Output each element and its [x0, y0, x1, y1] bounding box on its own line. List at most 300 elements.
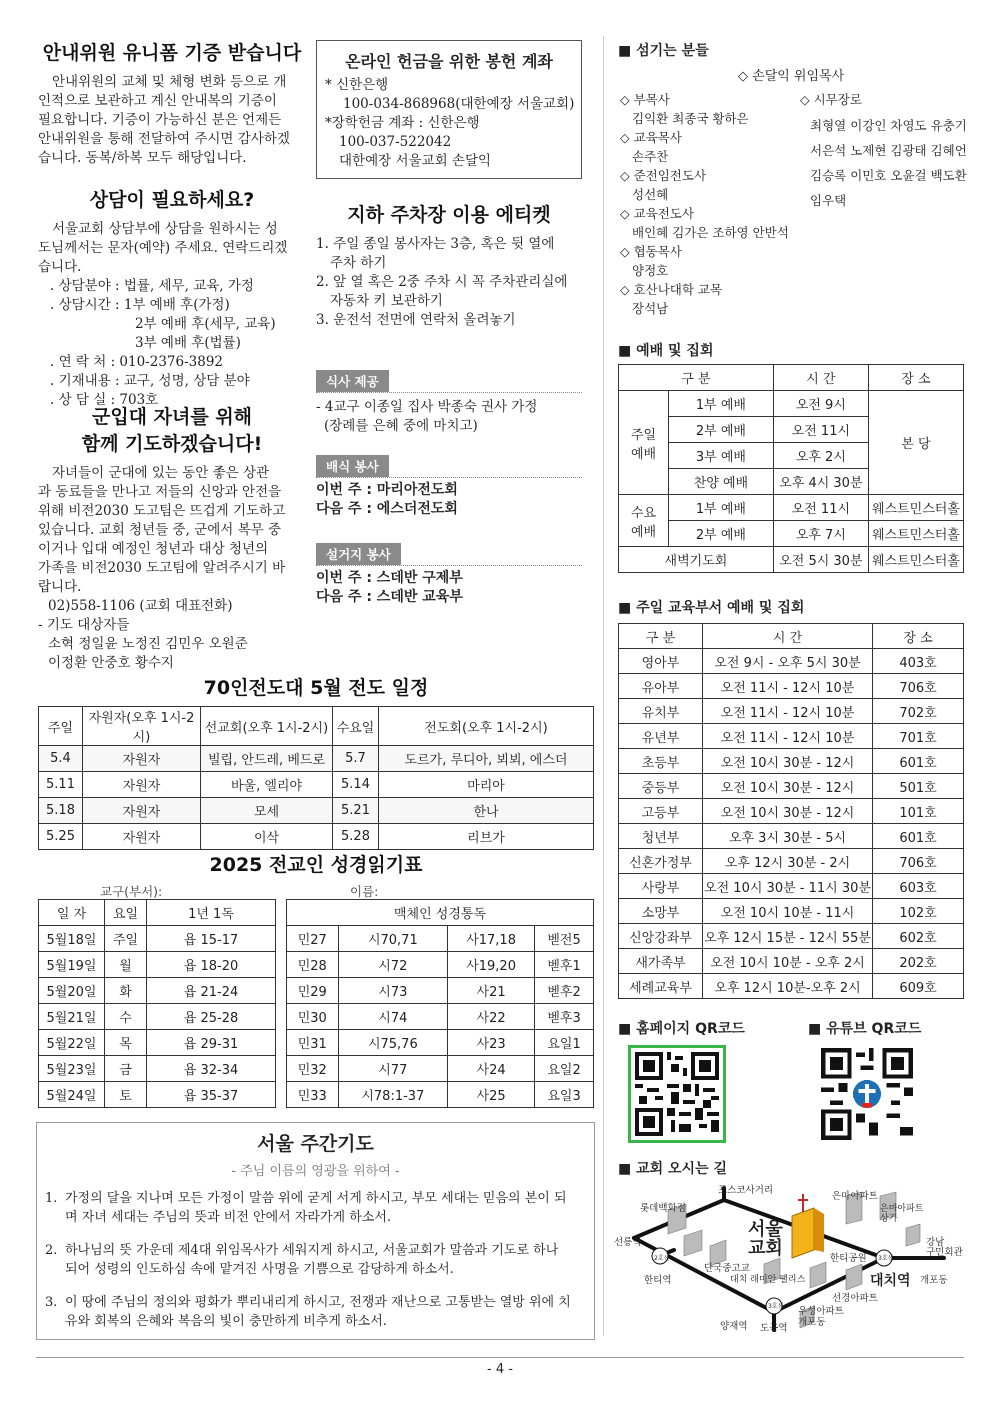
evangelism-cell: 5.28 [333, 824, 379, 850]
education-cell: 602호 [873, 924, 964, 949]
bible-title: 2025 전교인 성경읽기표 [209, 854, 423, 876]
uniform-line: 인적으로 보관하고 계신 안내복의 기증이 [38, 93, 277, 109]
evangelism-header: 전도회(오후 1시-2시) [379, 707, 594, 746]
education-cell: 706호 [873, 849, 964, 874]
education-cell: 유아부 [619, 674, 703, 699]
uniform-body [38, 73, 306, 168]
military-section [38, 402, 306, 673]
evangelism-cell: 5.21 [333, 798, 379, 824]
evangelism-cell: 빌립, 안드레, 베드로 [201, 746, 333, 772]
education-cell: 오후 12시 10분-오후 2시 [703, 974, 873, 999]
education-cell: 사랑부 [619, 874, 703, 899]
consult-item: . 연 락 처 : 010-2376-3892 [50, 354, 224, 370]
education-cell: 609호 [873, 974, 964, 999]
evangelism-cell: 자원자 [83, 772, 201, 798]
servant-head: ◇ 교육전도사 [620, 206, 694, 221]
bible-cell: 욥 15-17 [147, 926, 276, 952]
map-label-line: 상가 [880, 1214, 898, 1224]
qr-pattern-icon [635, 1052, 719, 1136]
offering-line: *장학헌금 계좌 : 신한은행 [325, 115, 480, 131]
worship-cell: 오전 11시 [773, 495, 868, 521]
map-label: 단국중고교 [704, 1263, 750, 1274]
worship-wed-label-1: 수요 [630, 505, 657, 521]
worship-header: 구 분 [619, 365, 774, 391]
evangelism-cell: 도르가, 루디아, 뵈뵈, 에스더 [379, 746, 594, 772]
map-label-line: 개포동 [798, 1317, 826, 1328]
bible-cell: 목 [105, 1030, 147, 1056]
evangelism-cell: 5.11 [39, 772, 83, 798]
dishes-next-week: 다음 주 : 스데반 교육부 [316, 589, 463, 605]
bible-cell: 금 [105, 1056, 147, 1082]
directions-title: ■ 교회 오시는 길 [618, 1161, 727, 1177]
military-title-1: 군입대 자녀를 위해 [91, 406, 253, 428]
prayer-num: 3. [45, 1295, 58, 1310]
map-label: 롯데백화점 [640, 1203, 686, 1214]
evangelism-cell: 바울, 엘리야 [201, 772, 333, 798]
bible-cell: 민33 [287, 1082, 339, 1108]
worship-cell: 오전 5시 30분 [773, 547, 868, 573]
military-target-label: - 기도 대상자들 [38, 617, 130, 633]
prayer-text: 이 땅에 주님의 정의와 평화가 뿌리내리게 하시고, 전쟁과 재난으로 고통받는 열방 위에 치 [65, 1295, 571, 1310]
bible-cell: 수 [105, 1004, 147, 1030]
worship-cell: 웨스트민스터홀 [868, 495, 963, 521]
worship-cell: 오전 9시 [773, 391, 868, 417]
worship-cell: 오후 2시 [773, 443, 868, 469]
bible-cell: 요일1 [535, 1030, 594, 1056]
parking-section [316, 200, 582, 330]
education-cell: 청년부 [619, 824, 703, 849]
education-cell: 403호 [873, 649, 964, 674]
education-cell: 501호 [873, 774, 964, 799]
military-line: 자녀들이 군대에 있는 동안 좋은 상관 [52, 465, 270, 481]
prayer-text: 가정의 달을 지나며 모든 가정이 말씀 위에 굳게 서게 하시고, 부모 세대는 믿음의 본이 되 [65, 1191, 567, 1206]
consult-item: . 기재내용 : 교구, 성명, 상담 분야 [50, 373, 250, 389]
consult-item: . 상담분야 : 법률, 세무, 교육, 가정 [50, 278, 254, 294]
education-cell: 702호 [873, 699, 964, 724]
education-cell: 오후 12시 15분 - 12시 55분 [703, 924, 873, 949]
education-cell: 오전 10시 10분 - 오후 2시 [703, 949, 873, 974]
education-cell: 오전 11시 - 12시 10분 [703, 699, 873, 724]
bible-header: 일 자 [39, 900, 105, 926]
parking-line: 2. 앞 열 혹은 2중 주차 시 꼭 주차관리실에 [316, 274, 568, 290]
evangelism-cell: 마리아 [379, 772, 594, 798]
servant-names: 손주찬 [632, 149, 669, 164]
worship-cell: 1부 예배 [669, 495, 774, 521]
church-building-icon [792, 1194, 824, 1258]
education-cell: 오전 9시 - 오후 5시 30분 [703, 649, 873, 674]
bible-cell: 주일 [105, 926, 147, 952]
bible-cell: 시74 [338, 1004, 448, 1030]
map-label-line: 강남 [926, 1237, 945, 1248]
bible-cell: 사21 [448, 978, 535, 1004]
evangelism-row [39, 772, 594, 798]
bible-cell: 벧후3 [535, 1004, 594, 1030]
evangelism-cell: 자원자 [83, 798, 201, 824]
education-cell: 소망부 [619, 899, 703, 924]
bible-cell: 벧전5 [535, 926, 594, 952]
military-line: 위해 비전2030 도고팀은 뜨겁게 기도하고 [38, 503, 286, 519]
education-cell: 101호 [873, 799, 964, 824]
bible-cell: 시73 [338, 978, 448, 1004]
education-table [618, 623, 964, 999]
servants-left [620, 90, 789, 318]
education-cell: 오전 10시 30분 - 12시 [703, 774, 873, 799]
bible-cell: 요일3 [535, 1082, 594, 1108]
youtube-qr-title: ■ 유튜브 QR코드 [808, 1021, 922, 1037]
bible-cell: 사23 [448, 1030, 535, 1056]
map-label-line: 우성아파트 [798, 1306, 844, 1317]
bible-cell: 민28 [287, 952, 339, 978]
parking-line: 자동차 키 보관하기 [330, 293, 443, 309]
education-header: 시 간 [703, 624, 873, 649]
worship-cell: 새벽기도회 [619, 547, 774, 573]
education-cell: 102호 [873, 899, 964, 924]
servant-head: ◇ 호산나대학 교목 [620, 282, 723, 297]
dishes-tag: 설거지 봉사 [316, 543, 401, 565]
consult-body [38, 220, 306, 410]
consult-item: 3부 예배 후(법률) [135, 335, 241, 351]
education-cell: 유년부 [619, 724, 703, 749]
servants-title: ■ 섬기는 분들 [618, 43, 709, 59]
prayer-text: 되어 성령의 인도하심 속에 맡겨진 사명을 기쁨으로 감당하게 하소서. [65, 1262, 454, 1277]
evangelism-title: 70인전도대 5월 전도 일정 [203, 677, 429, 699]
uniform-line: 안내위원을 통해 전달하여 주시면 감사하겠 [38, 131, 290, 147]
map-label-line: 은마아파트 [880, 1204, 924, 1214]
map-line-label: 2호선 [654, 1255, 670, 1262]
bible-cell: 민31 [287, 1030, 339, 1056]
bible-cell: 욥 21-24 [147, 978, 276, 1004]
bible-header: 맥체인 성경통독 [287, 900, 594, 926]
evangelism-cell: 한나 [379, 798, 594, 824]
servant-head: ◇ 준전임전도사 [620, 168, 707, 183]
bible-cell: 시78:1-37 [338, 1082, 448, 1108]
meal-line: - 4교구 이종일 집사 박종숙 권사 가정 [316, 399, 538, 415]
map-label: 선경아파트 [832, 1293, 878, 1304]
offering-line: 대한예장 서울교회 손달익 [339, 153, 492, 169]
map-label [926, 1238, 963, 1258]
consult-section [38, 185, 306, 410]
serving-next-week: 다음 주 : 에스더전도회 [316, 501, 458, 517]
evangelism-cell: 모세 [201, 798, 333, 824]
education-cell: 영아부 [619, 649, 703, 674]
map-label: 한티역 [644, 1275, 672, 1286]
bible-header: 요일 [105, 900, 147, 926]
bible-cell: 사22 [448, 1004, 535, 1030]
military-title-2: 함께 기도하겠습니다! [81, 433, 263, 455]
serving-tag: 배식 봉사 [316, 455, 389, 477]
education-cell: 중등부 [619, 774, 703, 799]
directions-map [614, 1180, 966, 1342]
offering-account[interactable]: 100-037-522042 [339, 134, 452, 150]
education-cell: 신앙강좌부 [619, 924, 703, 949]
prayer-num: 1. [45, 1191, 58, 1206]
map-label: 포스코사거리 [718, 1185, 774, 1196]
elders-names: 임우택 [810, 193, 847, 208]
bible-cell: 5월24일 [39, 1082, 105, 1108]
prayer-subtitle: - 주님 이름의 영광을 위하여 - [231, 1164, 400, 1179]
servant-names: 성선혜 [632, 187, 669, 202]
prayer-num: 2. [45, 1243, 58, 1258]
education-cell: 신혼가정부 [619, 849, 703, 874]
offering-body [325, 76, 573, 171]
education-cell: 새가족부 [619, 949, 703, 974]
homepage-qr-code[interactable] [628, 1045, 726, 1143]
prayer-title: 서울 주간기도 [257, 1133, 374, 1155]
map-label: 은마아파트 [832, 1191, 878, 1202]
servant-names: 배인혜 김가은 조하영 안반석 [632, 225, 789, 240]
worship-cell: 2부 예배 [669, 521, 774, 547]
education-cell: 세례교육부 [619, 974, 703, 999]
military-line: 이거나 입대 예정인 청년과 대상 청년의 [38, 541, 269, 557]
elders-head: ◇ 시무장로 [800, 92, 862, 107]
education-cell: 오전 11시 - 12시 10분 [703, 674, 873, 699]
bible-left-table [38, 899, 276, 1108]
worship-cell: 1부 예배 [669, 391, 774, 417]
parking-body [316, 235, 582, 330]
evangelism-table [38, 706, 594, 850]
evangelism-cell: 자원자 [83, 746, 201, 772]
worship-sunday-place: 본 당 [868, 391, 963, 495]
map-label: 개포동 [920, 1275, 948, 1286]
prayer-item [45, 1189, 586, 1227]
evangelism-cell: 5.7 [333, 746, 379, 772]
bible-cell: 벧후1 [535, 952, 594, 978]
parking-line: 주차 하기 [330, 255, 387, 271]
offering-account[interactable]: 100-034-868968(대한예장 서울교회) [343, 96, 575, 112]
servants-elders [800, 90, 967, 213]
education-cell: 오전 11시 - 12시 10분 [703, 724, 873, 749]
map-label [880, 1204, 923, 1224]
footer-rule [36, 1357, 964, 1358]
map-line-label: 3호선 [768, 1303, 784, 1310]
worship-title: ■ 예배 및 집회 [618, 343, 714, 359]
worship-cell: 3부 예배 [669, 443, 774, 469]
evangelism-header: 자원자(오후 1시-2시) [83, 707, 201, 746]
map-label: 한티공원 [830, 1253, 867, 1264]
prayer-item [45, 1241, 586, 1279]
evangelism-cell: 5.18 [39, 798, 83, 824]
bible-name-label: 이름: [350, 884, 379, 899]
worship-sunday-label-2: 예배 [630, 446, 657, 462]
bible-cell: 5월19일 [39, 952, 105, 978]
bible-cell: 5월21일 [39, 1004, 105, 1030]
uniform-line: 안내위원의 교체 및 체형 변화 등으로 개 [52, 74, 287, 90]
consult-line: 습니다. [38, 259, 82, 275]
education-cell: 오전 10시 30분 - 12시 [703, 749, 873, 774]
military-line: 랍니다. [38, 579, 82, 595]
worship-cell: 오후 7시 [773, 521, 868, 547]
meal-tag: 식사 제공 [316, 370, 389, 392]
evangelism-header: 주일 [39, 707, 83, 746]
offering-box [316, 40, 582, 179]
education-cell: 601호 [873, 749, 964, 774]
bible-cell: 화 [105, 978, 147, 1004]
meal-section [316, 370, 582, 436]
parking-title: 지하 주차장 이용 에티켓 [347, 204, 551, 226]
evangelism-cell: 5.14 [333, 772, 379, 798]
worship-table [618, 364, 964, 573]
prayer-box [36, 1122, 595, 1340]
evangelism-row [39, 824, 594, 850]
worship-cell: 2부 예배 [669, 417, 774, 443]
worship-cell: 오전 11시 [773, 417, 868, 443]
education-cell: 706호 [873, 674, 964, 699]
bible-cell: 토 [105, 1082, 147, 1108]
prayer-text: 유와 회복의 은혜와 복음의 빛이 충만하게 비추게 하소서. [65, 1314, 387, 1329]
education-cell: 202호 [873, 949, 964, 974]
bible-cell: 시77 [338, 1056, 448, 1082]
consult-item: 2부 예배 후(세무, 교육) [135, 316, 276, 332]
consult-item: . 상 담 실 : 703호 [50, 392, 159, 408]
dishes-section [316, 543, 582, 607]
education-cell: 701호 [873, 724, 964, 749]
worship-sunday-label [619, 391, 669, 495]
offering-title: 온라인 헌금을 위한 봉헌 계좌 [345, 52, 553, 71]
meal-line: (장례를 은혜 중에 마치고) [324, 418, 478, 434]
education-cell: 오후 3시 30분 - 5시 [703, 824, 873, 849]
bible-dept-label: 교구(부서): [100, 884, 163, 899]
evangelism-cell: 5.25 [39, 824, 83, 850]
uniform-line: 필요합니다. 기증이 가능하신 분은 언제든 [38, 112, 282, 128]
bible-cell: 민29 [287, 978, 339, 1004]
bible-cell: 사19,20 [448, 952, 535, 978]
military-line: 과 동료들을 만나고 저들의 신앙과 안전을 [38, 484, 282, 500]
homepage-qr-title: ■ 홈페이지 QR코드 [618, 1021, 745, 1037]
bible-cell: 민27 [287, 926, 339, 952]
military-names: 소혁 정일윤 노정진 김민우 오원준 [48, 636, 248, 652]
consult-line: 서울교회 상담부에 상담을 원하시는 성 [52, 221, 278, 237]
map-label: 도곡역 [760, 1323, 788, 1334]
dishes-this-week: 이번 주 : 스데반 구제부 [316, 570, 463, 586]
servant-names: 장석남 [632, 301, 669, 316]
servant-names: 김익환 최종국 황하은 [632, 111, 749, 126]
worship-wed-label-2: 예배 [630, 524, 657, 540]
servant-head: ◇ 부목사 [620, 92, 670, 107]
elders-names: 김승록 이민호 오윤걸 백도환 [810, 168, 967, 183]
education-cell: 초등부 [619, 749, 703, 774]
worship-header: 시 간 [773, 365, 868, 391]
bible-cell: 사25 [448, 1082, 535, 1108]
education-cell: 오전 10시 30분 - 12시 [703, 799, 873, 824]
evangelism-cell: 자원자 [83, 824, 201, 850]
evangelism-header: 선교회(오후 1시-2시) [201, 707, 333, 746]
bible-header: 1년 1독 [147, 900, 276, 926]
bible-cell: 5월22일 [39, 1030, 105, 1056]
youtube-qr-code[interactable] [818, 1045, 916, 1143]
worship-wed-label [619, 495, 669, 547]
bible-cell: 벧후2 [535, 978, 594, 1004]
elders-names: 서은석 노제현 김광태 김혜언 [810, 143, 967, 158]
military-line: 가족을 비전2030 도고팀에 알려주시기 바 [38, 560, 286, 576]
qr-pattern-icon [821, 1048, 913, 1140]
bible-cell: 욥 18-20 [147, 952, 276, 978]
bible-cell: 사17,18 [448, 926, 535, 952]
column-divider [603, 36, 604, 1336]
evangelism-cell: 이삭 [201, 824, 333, 850]
elders-names: 최형열 이강인 차영도 유충기 [810, 118, 967, 133]
military-line: 있습니다. 교회 청년들 중, 군에서 복무 중 [38, 522, 281, 538]
consult-item: . 상담시간 : 1부 예배 후(가정) [50, 297, 230, 313]
map-label-line: 구민회관 [926, 1247, 963, 1258]
military-names: 이정환 안중호 황수지 [48, 655, 174, 671]
military-phone: 02)558-1106 (교회 대표전화) [48, 598, 233, 614]
bible-cell: 시70,71 [338, 926, 448, 952]
uniform-title: 안내위원 유니폼 기증 받습니다 [42, 42, 302, 64]
military-body [38, 464, 306, 673]
evangelism-cell: 5.4 [39, 746, 83, 772]
bible-cell: 요일2 [535, 1056, 594, 1082]
bible-right-table [286, 899, 594, 1108]
uniform-line: 습니다. 동복/하복 모두 해당입니다. [38, 150, 247, 166]
map-line-label: 3호선 [878, 1255, 894, 1262]
serving-section [316, 455, 582, 519]
map-label: 선릉역 [614, 1237, 642, 1248]
consult-title: 상담이 필요하세요? [89, 189, 255, 211]
evangelism-header: 수요일 [333, 707, 379, 746]
worship-header: 장 소 [868, 365, 963, 391]
bible-cell: 욥 32-34 [147, 1056, 276, 1082]
education-cell: 601호 [873, 824, 964, 849]
prayer-text: 며 자녀 세대는 주님의 뜻과 비전 안에서 자라가게 하소서. [65, 1210, 392, 1225]
prayer-text: 하나님의 뜻 가운데 제4대 위임목사가 세워지게 하시고, 서울교회가 말씀과 기도로 하나 [65, 1243, 559, 1258]
bible-cell: 시72 [338, 952, 448, 978]
education-cell: 오후 12시 30분 - 2시 [703, 849, 873, 874]
bible-cell: 민30 [287, 1004, 339, 1030]
bible-cell: 민32 [287, 1056, 339, 1082]
offering-line: * 신한은행 [325, 77, 389, 93]
education-cell: 고등부 [619, 799, 703, 824]
bible-cell: 시75,76 [338, 1030, 448, 1056]
education-cell: 유치부 [619, 699, 703, 724]
map-label: 대치역 [870, 1273, 911, 1289]
servant-head: ◇ 협동목사 [620, 244, 682, 259]
servant-head: ◇ 교육목사 [620, 130, 682, 145]
prayer-item [45, 1293, 586, 1331]
bible-cell: 욥 25-28 [147, 1004, 276, 1030]
bible-cell: 욥 29-31 [147, 1030, 276, 1056]
map-label: 대치 래미안 팰리스 [730, 1275, 806, 1285]
education-cell: 603호 [873, 874, 964, 899]
parking-line: 1. 주일 종일 봉사자는 3층, 혹은 뒷 열에 [316, 236, 555, 252]
education-cell: 오전 10시 30분 - 11시 30분 [703, 874, 873, 899]
worship-cell: 찬양 예배 [669, 469, 774, 495]
education-header: 장 소 [873, 624, 964, 649]
map-church-label [748, 1220, 783, 1258]
map-label [798, 1306, 844, 1328]
worship-cell: 웨스트민스터홀 [868, 547, 963, 573]
education-cell: 오전 10시 10분 - 11시 [703, 899, 873, 924]
bible-cell: 5월23일 [39, 1056, 105, 1082]
education-title: ■ 주일 교육부서 예배 및 집회 [618, 600, 805, 616]
worship-cell: 웨스트민스터홀 [868, 521, 963, 547]
evangelism-row [39, 746, 594, 772]
evangelism-row [39, 798, 594, 824]
worship-sunday-label-1: 주일 [630, 427, 657, 443]
servants-senior: ◇ 손달익 위임목사 [738, 69, 845, 84]
serving-this-week: 이번 주 : 마리아전도회 [316, 482, 458, 498]
uniform-section [38, 38, 306, 168]
evangelism-cell: 리브가 [379, 824, 594, 850]
consult-line: 도님께서는 문자(예약) 주세요. 연락드리겠 [38, 240, 288, 256]
map-church-line: 교회 [748, 1238, 783, 1259]
bible-cell: 욥 35-37 [147, 1082, 276, 1108]
map-church-line: 서울 [748, 1219, 783, 1240]
education-header: 구 분 [619, 624, 703, 649]
bible-cell: 사24 [448, 1056, 535, 1082]
worship-cell: 오후 4시 30분 [773, 469, 868, 495]
bible-cell: 5월18일 [39, 926, 105, 952]
bible-cell: 5월20일 [39, 978, 105, 1004]
